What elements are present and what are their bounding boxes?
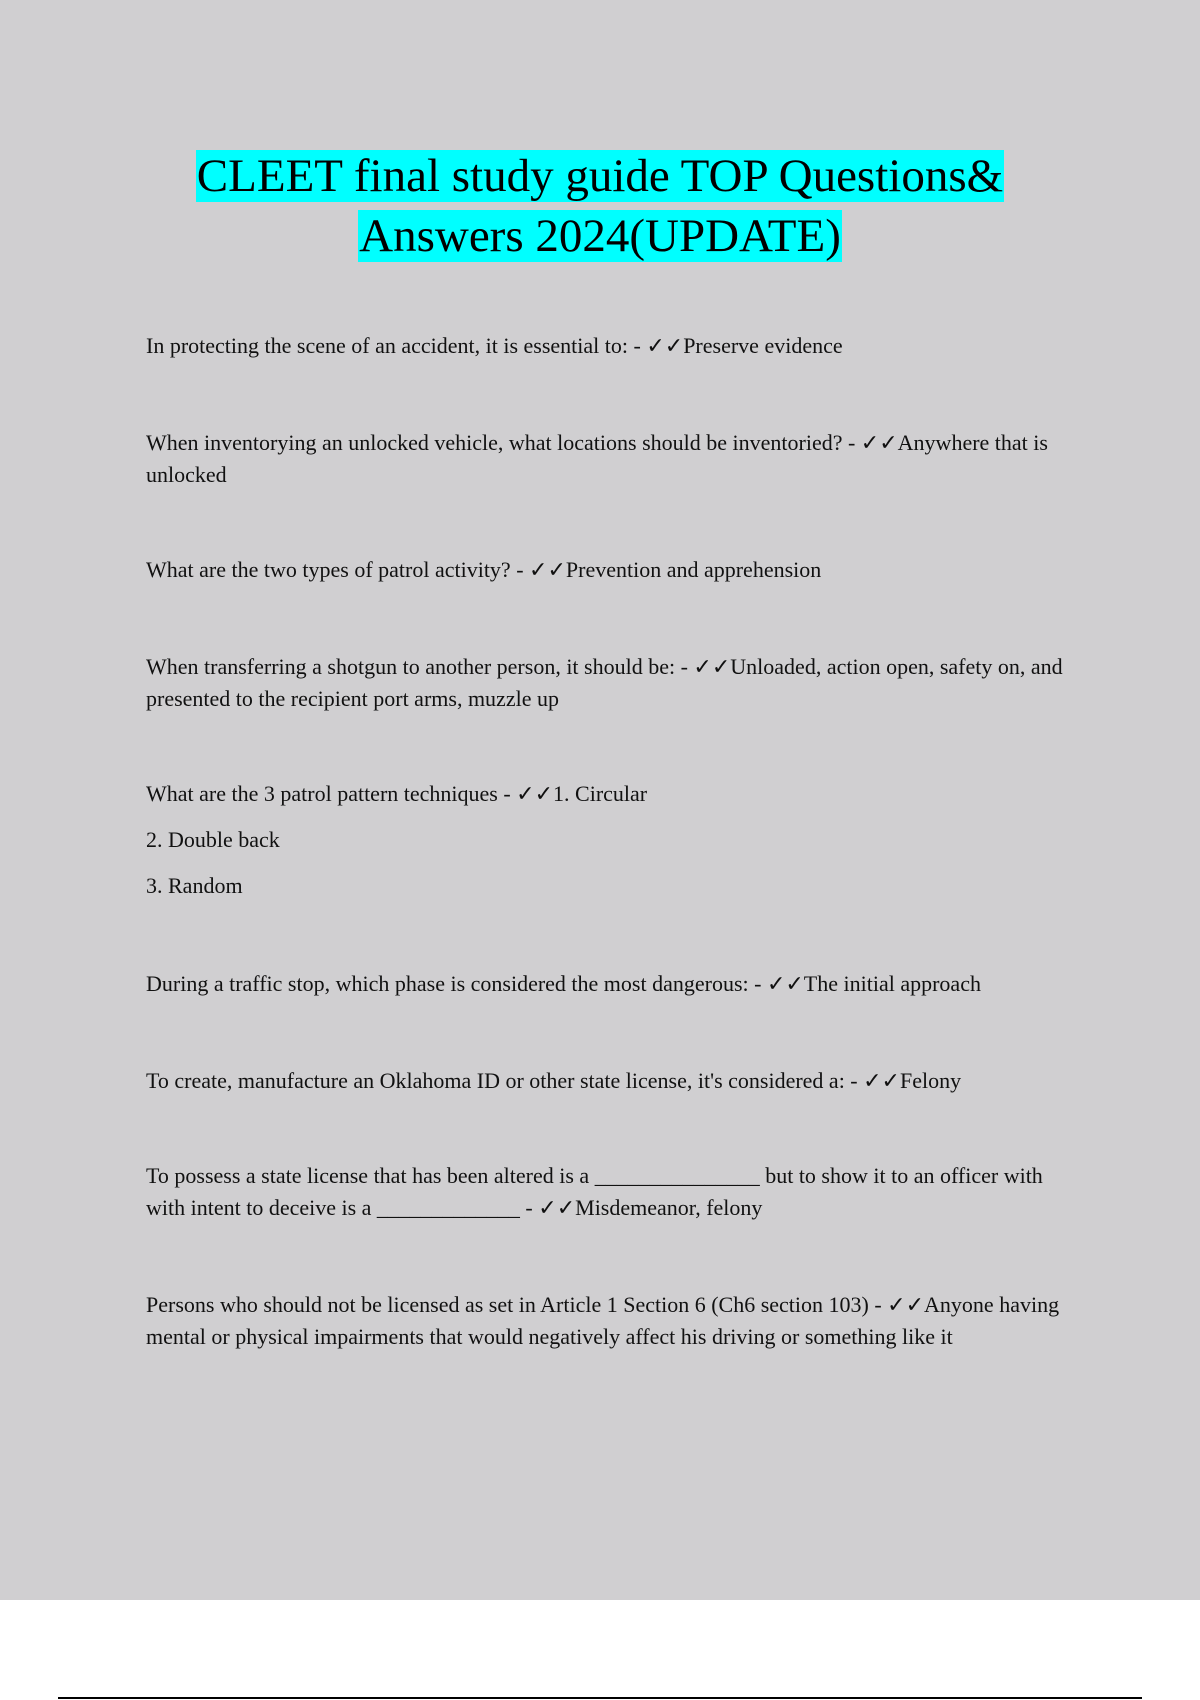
qa-item-7 — [146, 1065, 1086, 1097]
qa-item-3 — [146, 554, 1086, 586]
qa-item-9 — [146, 1289, 1086, 1353]
qa-text: To create, manufacture an Oklahoma ID or other state license, it's considered a: - ✓✓Felony — [146, 1068, 962, 1093]
qa-text: What are the 3 patrol pattern techniques - ✓✓1. Circular — [146, 781, 648, 806]
document-title — [0, 146, 1200, 266]
qa-item-8 — [146, 1160, 1086, 1224]
footer-divider — [58, 1697, 1142, 1699]
qa-subitem: 2. Double back — [146, 827, 280, 852]
qa-subitem: 3. Random — [146, 873, 243, 898]
qa-text: During a traffic stop, which phase is considered the most dangerous: - ✓✓The initial approach — [146, 971, 981, 996]
qa-text: What are the two types of patrol activity? - ✓✓Prevention and apprehension — [146, 557, 822, 582]
qa-item-1 — [146, 330, 1086, 362]
page-footer-area — [0, 1600, 1200, 1700]
qa-item-2 — [146, 427, 1086, 491]
qa-item-4 — [146, 651, 1086, 715]
qa-text: In protecting the scene of an accident, it is essential to: - ✓✓Preserve evidence — [146, 333, 843, 358]
title-line-1: CLEET final study guide TOP Questions& — [196, 150, 1004, 202]
qa-text: To possess a state license that has been altered is a _______________ but to show it to an officer with with intent to deceive is a _____________ - ✓✓Misdemeanor, felony — [146, 1163, 1043, 1220]
qa-text: When transferring a shotgun to another person, it should be: - ✓✓Unloaded, action open, safety on, and presented to the recipient port arms, muzzle up — [146, 654, 1063, 711]
title-line-2: Answers 2024(UPDATE) — [359, 210, 841, 262]
qa-text: Persons who should not be licensed as set in Article 1 Section 6 (Ch6 section 103) - ✓✓Anyone having mental or physical impairments that would negatively affect his driving or something like it — [146, 1292, 1060, 1349]
qa-item-5 — [146, 778, 1086, 902]
qa-text: When inventorying an unlocked vehicle, what locations should be inventoried? - ✓✓Anywhere that is unlocked — [146, 430, 1048, 487]
qa-item-6 — [146, 968, 1086, 1000]
